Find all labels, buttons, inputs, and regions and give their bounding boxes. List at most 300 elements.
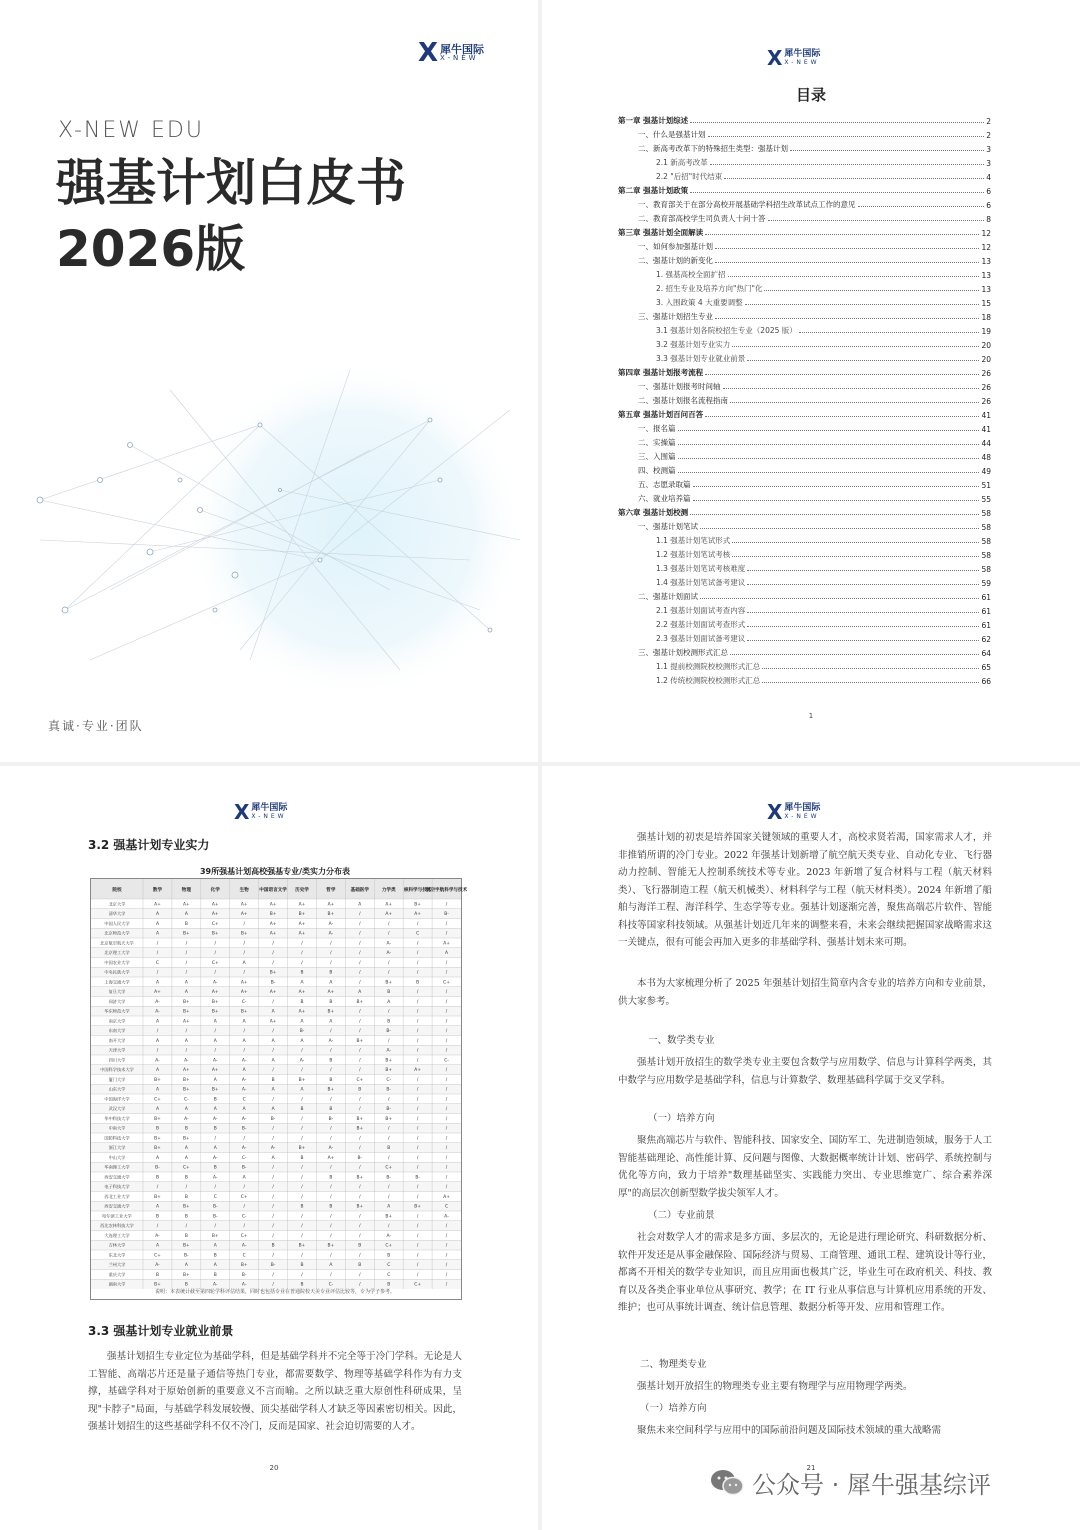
table-cell: A [300, 1019, 304, 1025]
table-cell: A+ [327, 902, 335, 908]
table-cell: 大连理工大学 [104, 1232, 130, 1238]
table-cell: A [213, 1077, 217, 1083]
toc-entry[interactable] [618, 658, 991, 672]
toc-entry-title: 1.1 提前校测院校校测形式汇总 [656, 662, 761, 671]
toc-leader-dots [858, 206, 985, 207]
table-cell: / [445, 1126, 448, 1132]
table-cell: / [330, 1048, 332, 1054]
table-cell: C [242, 1253, 246, 1259]
toc-entry[interactable] [618, 126, 991, 140]
toc-leader-dots [715, 262, 979, 263]
toc-leader-dots [747, 570, 979, 571]
table-cell: A [271, 1107, 275, 1113]
toc-entry-page: 48 [981, 453, 991, 462]
brand-name-cn: 犀牛国际 [440, 42, 485, 56]
table-cell: A- [155, 1233, 160, 1239]
toc-entry-title: 1.4 强基计划笔试备考建议 [656, 578, 746, 587]
toc-entry[interactable] [618, 266, 991, 280]
toc-leader-dots [678, 444, 980, 445]
table-cell: C- [386, 1077, 392, 1083]
toc-title: 目录 [795, 86, 826, 104]
table-cell: / [301, 1194, 303, 1200]
table-cell: B+ [385, 980, 393, 986]
toc-entry-title: 1. 强基高校全面扩招 [656, 270, 726, 279]
toc-leader-dots [690, 122, 984, 123]
toc-entry[interactable] [618, 672, 991, 686]
table-cell: / [416, 1146, 419, 1152]
table-cell: / [359, 921, 361, 927]
toc-leader-dots [732, 542, 979, 543]
table-cell: A [329, 1019, 333, 1025]
toc-entry[interactable] [618, 378, 991, 392]
table-row-bg [91, 1240, 461, 1250]
toc-leader-dots [790, 150, 984, 151]
table-cell: A [155, 1038, 159, 1044]
table-cell: B+ [183, 999, 190, 1005]
table-cell: C+ [211, 960, 219, 966]
table-cell: B+ [385, 1058, 393, 1064]
toc-leader-dots [732, 556, 979, 557]
table-cell: 同济大学 [108, 998, 126, 1004]
table-cell: A [271, 1058, 275, 1064]
table-cell: C+ [182, 1165, 190, 1171]
table-cell: B [155, 1272, 159, 1278]
brand-name-en: X-NEW [440, 54, 479, 63]
table-cell: B [387, 1253, 391, 1259]
toc-entry[interactable] [618, 448, 991, 462]
table-cell: 北京航空航天大学 [100, 940, 134, 946]
brand-mark-icon: X [418, 38, 437, 68]
table-cell: A [184, 990, 188, 996]
toc-entry[interactable] [618, 392, 991, 406]
table-cell: A [242, 1038, 246, 1044]
table-cell: / [445, 1048, 448, 1054]
toc-leader-dots [693, 500, 980, 501]
toc-entry-page: 58 [981, 537, 991, 546]
table-row-bg [91, 948, 461, 958]
table-cell: / [359, 1224, 361, 1230]
table-cell: / [445, 1107, 448, 1113]
table-cell: A [184, 980, 188, 986]
toc-entry-page: 62 [981, 635, 991, 644]
table-cell: / [359, 1029, 361, 1035]
table-cell: / [272, 941, 274, 947]
table-cell: B [329, 1204, 333, 1210]
toc-entry-page: 15 [981, 299, 991, 308]
toc-entry-title: 二、实操篇 [638, 438, 676, 447]
table-cell: / [445, 1185, 448, 1191]
table-cell: 中国人民大学 [104, 920, 130, 926]
strength-table [90, 878, 468, 1300]
table-cell: B- [386, 1175, 392, 1181]
table-cell: / [387, 1038, 390, 1044]
table-cell: B [300, 1107, 304, 1113]
toc-entry[interactable] [618, 336, 991, 350]
toc-entry[interactable] [618, 532, 991, 546]
cover-edition: 2026版 [56, 220, 246, 278]
table-cell: A [329, 1263, 333, 1269]
table-cell: A+ [269, 931, 277, 937]
table-header-cell: 数学 [152, 888, 163, 893]
paragraph-intro: 强基计划的初衷是培养国家关键领域的重要人才，高校求贤若渴，国家需求人才，并非推销所谓的冷门专业。2022 年强基计划新增了航空航天类专业、自动化专业、飞行器动力控制、智能无人控制系统技术等专业。2023 年新增了复合材料与工程（航天材料类）、飞行器制造工程（航天机械类）、材料科学与工程（航天材料类）。2024 年新增了船舶与海洋工程、海洋科学、生态学等专业。强基计划逐渐完善，聚焦高端芯片软件、智能科技等国家科技领域。从强基计划近几年来的调整来看，未来会继续把握国家战略需求这一关键点，很有可能会再加入更多的非基础学科、强基计划未来可期。 [618, 832, 992, 948]
toc-entry[interactable] [618, 406, 991, 420]
table-cell: B [416, 980, 420, 986]
table-cell: A- [299, 1058, 305, 1064]
toc-entry[interactable] [618, 294, 991, 308]
toc-leader-dots [747, 612, 979, 613]
table-cell: B+ [211, 931, 219, 937]
table-cell: B [300, 1155, 304, 1161]
toc-entry-page: 20 [981, 341, 991, 350]
table-cell: 武汉大学 [108, 1106, 126, 1112]
table-cell: 西安交通大学 [104, 1174, 130, 1180]
table-cell: / [301, 1165, 303, 1171]
toc-entry[interactable] [618, 602, 991, 616]
table-cell: C [387, 1272, 391, 1278]
toc-leader-dots [705, 234, 979, 235]
table-cell: 北京理工大学 [104, 950, 130, 956]
table-cell: / [185, 970, 188, 976]
table-cell: / [330, 1068, 332, 1074]
table-row-bg [91, 1065, 461, 1075]
table-cell: A+ [385, 902, 393, 908]
table-cell: / [445, 1155, 448, 1161]
toc-entry-page: 65 [981, 663, 991, 672]
table-row-bg [91, 1026, 461, 1036]
table-cell: B [300, 1282, 304, 1288]
table-cell: A+ [269, 990, 277, 996]
toc-entry[interactable] [618, 238, 991, 252]
table-cell: A- [155, 1263, 160, 1269]
table-cell: B- [386, 1087, 392, 1093]
table-cell: / [156, 1029, 159, 1035]
toc-entry-title: 一、什么是强基计划 [638, 130, 706, 139]
table-cell: B [155, 1214, 159, 1220]
page-number: 21 [806, 1464, 816, 1472]
table-cell: / [243, 941, 245, 947]
table-cell: A+ [269, 921, 277, 927]
table-cell: A [155, 1019, 159, 1025]
table-cell: A [300, 1087, 304, 1093]
table-cell: / [416, 1038, 419, 1044]
table-cell: / [387, 1185, 390, 1191]
table-cell: A [445, 951, 449, 957]
toc-entry[interactable] [618, 196, 991, 210]
table-cell: B+ [154, 1116, 161, 1122]
table-cell: B+ [327, 912, 335, 918]
table-cell: 华东师范大学 [104, 1008, 130, 1014]
toc-entry-page: 58 [981, 523, 991, 532]
table-cell: 西安交通大学 [104, 1203, 130, 1209]
table-cell: / [416, 1107, 419, 1113]
table-cell: A [271, 1087, 275, 1093]
table-cell: / [416, 960, 419, 966]
toc-entry[interactable] [618, 434, 991, 448]
table-cell: / [330, 1185, 332, 1191]
toc-entry[interactable] [618, 490, 991, 504]
toc-entry-page: 2 [986, 131, 991, 140]
table-header-cell: 中国语言文学 [259, 888, 287, 893]
toc-leader-dots [724, 178, 984, 179]
table-cell: A+ [183, 1019, 190, 1025]
table-cell: A [213, 1038, 217, 1044]
table-cell: / [359, 1146, 361, 1152]
toc-entry-page: 6 [986, 201, 991, 210]
table-cell: B+ [298, 1077, 306, 1083]
table-cell: C+ [240, 1194, 248, 1200]
cover-subtitle: X-NEW EDU [58, 118, 204, 143]
toc-entry[interactable] [618, 616, 991, 630]
toc-entry[interactable] [618, 644, 991, 658]
toc-entry[interactable] [618, 420, 991, 434]
toc-entry[interactable] [618, 462, 991, 476]
table-cell: A [184, 1038, 188, 1044]
toc-entry-title: 2.1 新高考改革 [656, 158, 708, 167]
table-cell: / [243, 1204, 245, 1210]
table-cell: / [416, 1087, 419, 1093]
table-cell: B+ [240, 1009, 248, 1015]
table-cell: / [445, 1136, 448, 1142]
table-cell: / [243, 970, 245, 976]
paragraph-physics: 强基计划开放招生的物理类专业主要有物理学与应用物理学两类。 [637, 1381, 913, 1392]
toc-entry[interactable] [618, 308, 991, 322]
table-cell: A+ [385, 912, 393, 918]
table-cell: / [445, 1068, 448, 1074]
table-cell: B [213, 1097, 217, 1103]
table-cell: A- [213, 1175, 218, 1181]
table-cell: / [445, 921, 448, 927]
table-cell: B+ [385, 1116, 393, 1122]
table-cell: A+ [183, 1068, 190, 1074]
table-cell: B [213, 1272, 217, 1278]
toc-entry[interactable] [618, 224, 991, 238]
brand-mark-icon: X [234, 800, 248, 824]
toc-entry-page: 66 [981, 677, 991, 686]
table-row-bg [91, 1221, 461, 1231]
table-cell: B- [270, 1116, 276, 1122]
table-cell: C+ [154, 1253, 161, 1259]
toc-entry-title: 二、新高考改革下的特殊招生类型：强基计划 [638, 144, 788, 153]
table-cell: C- [184, 1097, 189, 1103]
table-cell: 南京大学 [108, 1018, 126, 1024]
table-cell: B- [444, 912, 449, 918]
table-cell: / [445, 960, 448, 966]
table-cell: A [358, 990, 362, 996]
table-cell: / [301, 1048, 303, 1054]
toc-entry-page: 55 [981, 495, 991, 504]
table-cell: B [300, 999, 304, 1005]
toc-entry[interactable] [618, 588, 991, 602]
table-cell: / [330, 1097, 332, 1103]
table-cell: / [330, 951, 332, 957]
toc-entry[interactable] [618, 280, 991, 294]
table-row-bg [91, 1104, 461, 1114]
table-cell: / [359, 1058, 361, 1064]
table-cell: / [214, 941, 217, 947]
table-cell: A [242, 960, 246, 966]
table-cell: A+ [298, 1009, 306, 1015]
toc-leader-dots [799, 332, 980, 333]
table-cell: / [359, 951, 361, 957]
table-cell: B- [386, 1107, 392, 1113]
table-cell: A- [386, 1233, 391, 1239]
table-cell: B- [386, 1029, 392, 1035]
table-cell: 中国农业大学 [104, 959, 130, 965]
toc-entry[interactable] [618, 476, 991, 490]
table-cell: / [445, 1243, 448, 1249]
table-cell: B- [415, 1175, 420, 1181]
table-cell: A [300, 980, 304, 986]
table-cell: A+ [240, 902, 248, 908]
toc-leader-dots [723, 388, 980, 389]
toc-entry-page: 13 [981, 285, 991, 294]
table-row-bg [91, 1143, 461, 1153]
table-header-cell: 化学 [210, 888, 220, 893]
table-cell: 中国科学技术大学 [100, 1067, 134, 1073]
table-cell: A- [241, 1243, 247, 1249]
cover-page [0, 0, 538, 762]
table-cell: C- [241, 1155, 247, 1161]
table-cell: B+ [154, 1146, 161, 1152]
table-cell: / [387, 1009, 390, 1015]
table-cell: / [359, 941, 361, 947]
table-cell: B- [357, 1155, 363, 1161]
toc-entry[interactable] [618, 168, 991, 182]
table-cell: 北京大学 [108, 901, 126, 907]
table-cell: / [445, 1175, 448, 1181]
toc-entry-title: 1.1 强基计划笔试形式 [656, 536, 731, 545]
table-cell: B+ [327, 1009, 335, 1015]
table-cell: / [416, 1136, 419, 1142]
toc-entry[interactable] [618, 210, 991, 224]
toc-entry[interactable] [618, 154, 991, 168]
toc-entry[interactable] [618, 504, 991, 518]
table-cell: / [330, 960, 332, 966]
table-cell: A [184, 1263, 188, 1269]
table-cell: / [272, 1175, 274, 1181]
table-cell: 中山大学 [108, 1154, 126, 1160]
toc-entry[interactable] [618, 182, 991, 196]
toc-entry[interactable] [618, 322, 991, 336]
table-cell: B [300, 1204, 304, 1210]
table-cell: B+ [183, 931, 190, 937]
table-cell: B [271, 1077, 275, 1083]
toc-entry-title: 2. 招生专业及培养方向"热门"化 [656, 284, 763, 293]
brand-logo [767, 802, 820, 822]
table-cell: B- [299, 1029, 305, 1035]
table-cell: A [213, 1146, 217, 1152]
table-cell: C [416, 931, 420, 937]
table-cell: A+ [327, 1155, 335, 1161]
table-cell: / [330, 1136, 332, 1142]
table-cell: / [359, 1136, 361, 1142]
table-cell: / [416, 1019, 419, 1025]
table-cell: / [185, 1048, 188, 1054]
table-cell: B+ [298, 912, 306, 918]
toc-entry-title: 3.3 强基计划专业就业前景 [656, 354, 746, 363]
table-cell: A [155, 1204, 159, 1210]
toc-entry[interactable] [618, 546, 991, 560]
table-cell: / [359, 1097, 361, 1103]
toc-entry[interactable] [618, 364, 991, 378]
table-cell: 天津大学 [108, 1047, 126, 1053]
table-cell: / [359, 1253, 361, 1259]
toc-entry-page: 61 [981, 621, 991, 630]
table-cell: / [243, 1048, 245, 1054]
table-header-cell: 院校 [112, 888, 122, 893]
table-cell: / [416, 999, 419, 1005]
table-cell: B [184, 1214, 188, 1220]
table-cell: A [358, 902, 362, 908]
table-cell: / [156, 941, 159, 947]
table-cell: A- [213, 1282, 218, 1288]
table-cell: / [330, 1194, 332, 1200]
table-cell: A+ [443, 941, 450, 947]
table-cell: A- [386, 1048, 391, 1054]
table-cell: A- [328, 921, 334, 927]
table-cell: / [243, 1224, 245, 1230]
toc-entry-title: 3.1 强基计划各院校招生专业（2025 版） [656, 326, 797, 335]
table-cell: / [387, 1155, 390, 1161]
toc-entry[interactable] [618, 518, 991, 532]
brand-name-en: X-NEW [784, 58, 820, 66]
table-cell: A+ [183, 902, 190, 908]
table-cell: / [156, 1224, 159, 1230]
table-cell: B+ [298, 1146, 306, 1152]
brand-name-cn: 犀牛国际 [784, 49, 821, 60]
table-cell: / [272, 1194, 274, 1200]
table-cell: A [155, 1087, 159, 1093]
table-cell: / [445, 902, 448, 908]
table-cell: A+ [240, 990, 248, 996]
toc-entry[interactable] [618, 140, 991, 154]
table-cell: / [387, 1126, 390, 1132]
table-cell: B [155, 1126, 159, 1132]
table-cell: B [358, 1243, 362, 1249]
toc-entry[interactable] [618, 560, 991, 574]
table-cell: 电子科技大学 [104, 1184, 130, 1190]
toc-entry[interactable] [618, 574, 991, 588]
table-cell: A [242, 1175, 246, 1181]
table-cell: A- [328, 1146, 334, 1152]
table-cell: B- [212, 1214, 218, 1220]
table-cell: A [271, 1038, 275, 1044]
toc-entry[interactable] [618, 252, 991, 266]
table-cell: / [416, 951, 419, 957]
table-cell: B [387, 1282, 391, 1288]
table-cell: C- [444, 1058, 449, 1064]
toc-entry-title: 二、强基计划面试 [638, 592, 698, 601]
toc-entry[interactable] [618, 112, 991, 126]
table-cell: A- [155, 999, 160, 1005]
table-cell: / [416, 1214, 419, 1220]
brand-name-en: X-NEW [784, 812, 820, 820]
toc-entry[interactable] [618, 630, 991, 644]
table-cell: A [155, 921, 159, 927]
toc-entry-title: 2.2 "后招"时代结束 [656, 172, 723, 181]
toc-entry-title: 1.2 强基计划笔试考核 [656, 550, 731, 559]
table-cell: B [300, 970, 304, 976]
table-cell: / [359, 960, 361, 966]
table-cell: / [301, 1126, 303, 1132]
table-cell: A [387, 1204, 391, 1210]
toc-entry[interactable] [618, 350, 991, 364]
table-cell: / [387, 1224, 390, 1230]
table-cell: / [359, 1233, 361, 1239]
toc-entry-title: 二、教育部高校学生司负责人十问十答 [638, 214, 766, 223]
table-cell: / [301, 1272, 303, 1278]
table-cell: / [445, 1253, 448, 1259]
